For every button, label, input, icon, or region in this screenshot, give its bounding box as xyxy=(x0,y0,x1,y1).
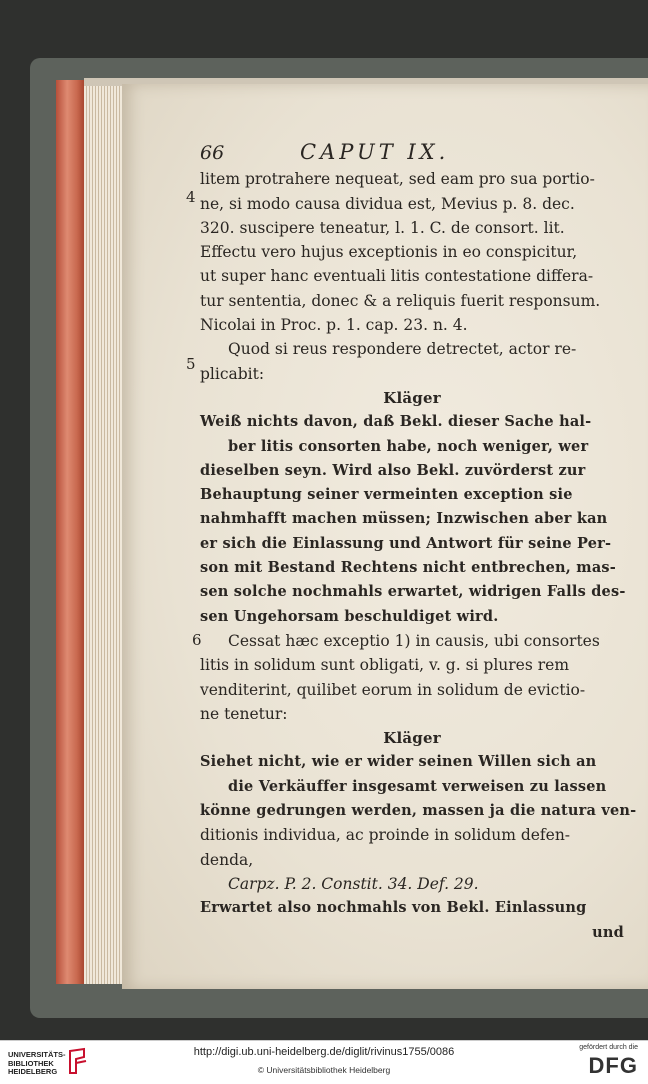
text-line: sen solche nochmahls erwartet, widrigen Falls des- xyxy=(200,583,626,601)
page-edges xyxy=(84,84,124,984)
text-line: 320. suscipere teneatur, l. 1. C. de consort. lit. xyxy=(200,218,565,237)
text-line: Nicolai in Proc. p. 1. cap. 23. n. 4. xyxy=(200,316,468,335)
text-line: Cessat hæc exceptio 1) in causis, ubi consortes xyxy=(228,631,600,650)
text-line: son mit Bestand Rechtens nicht entbrechen, mas- xyxy=(200,559,617,577)
text-line: ne, si modo causa dividua est, Mevius p. 8. dec. xyxy=(200,194,575,213)
text-line: Effectu vero hujus exceptionis in eo conspicitur, xyxy=(200,243,578,262)
section-heading: Kläger xyxy=(383,388,441,407)
text-line: litis in solidum sunt obligati, v. g. si plures rem xyxy=(200,656,570,675)
catchword: und xyxy=(592,923,624,941)
page-text xyxy=(200,140,637,945)
text-line: litem protrahere nequeat, sed eam pro sua portio- xyxy=(200,170,595,189)
text-line: dieselben seyn. Wird also Bekl. zuvörderst zur xyxy=(200,461,586,479)
permalink[interactable]: http://digi.ub.uni-heidelberg.de/diglit/rivinus1755/0086 xyxy=(193,1046,455,1058)
text-line: venditerint, quilibet eorum in solidum de evictio- xyxy=(200,680,586,699)
dfg-logo: DFG xyxy=(588,1053,638,1078)
viewer-footer xyxy=(0,1040,648,1084)
copyright-notice: © Universitätsbibliothek Heidelberg xyxy=(257,1065,391,1075)
page-number: 66 xyxy=(200,142,225,164)
text-line: ut super hanc eventuali litis contestatione differa- xyxy=(200,267,594,286)
margin-number-4: 4 xyxy=(186,188,196,206)
running-head xyxy=(200,140,624,165)
text-line: könne gedrungen werden, massen ja die natura ven- xyxy=(200,802,637,820)
text-line: sen Ungehorsam beschuldiget wird. xyxy=(200,607,499,625)
citation-line: Carpz. P. 2. Constit. 34. Def. 29. xyxy=(228,874,479,893)
text-line: er sich die Einlassung und Antwort für seine Per- xyxy=(200,534,612,552)
text-line: plicabit: xyxy=(200,364,265,383)
text-line: nahmhafft machen müssen; Inzwischen aber kan xyxy=(200,510,608,528)
section-heading: Kläger xyxy=(383,729,441,748)
page-edge-red xyxy=(56,80,84,984)
text-line: Behauptung seiner vermeinten exception sie xyxy=(200,486,573,504)
text-line: tur sententia, donec & a reliquis fuerit responsum. xyxy=(200,291,601,310)
text-line: ber litis consorten habe, noch weniger, wer xyxy=(228,437,589,455)
text-line: ne tenetur: xyxy=(200,704,288,723)
text-line: denda, xyxy=(200,850,254,869)
text-line: die Verkäuffer insgesamt verweisen zu lassen xyxy=(228,777,607,795)
margin-number-6: 6 xyxy=(192,631,202,649)
text-line: Erwartet also nochmahls von Bekl. Einlassung xyxy=(200,899,587,917)
text-line: Weiß nichts davon, daß Bekl. dieser Sache hal- xyxy=(200,413,592,431)
margin-number-5: 5 xyxy=(186,355,196,373)
text-line: Siehet nicht, wie er wider seinen Willen sich an xyxy=(200,753,597,771)
chapter-title: CAPUT IX. xyxy=(300,140,450,164)
text-line: Quod si reus respondere detrectet, actor re- xyxy=(228,340,577,359)
text-line: ditionis individua, ac proinde in solidum defen- xyxy=(200,826,571,845)
funding-note: gefördert durch die xyxy=(579,1044,638,1051)
library-name: UNIVERSITÄTS- BIBLIOTHEK HEIDELBERG xyxy=(8,1050,66,1076)
